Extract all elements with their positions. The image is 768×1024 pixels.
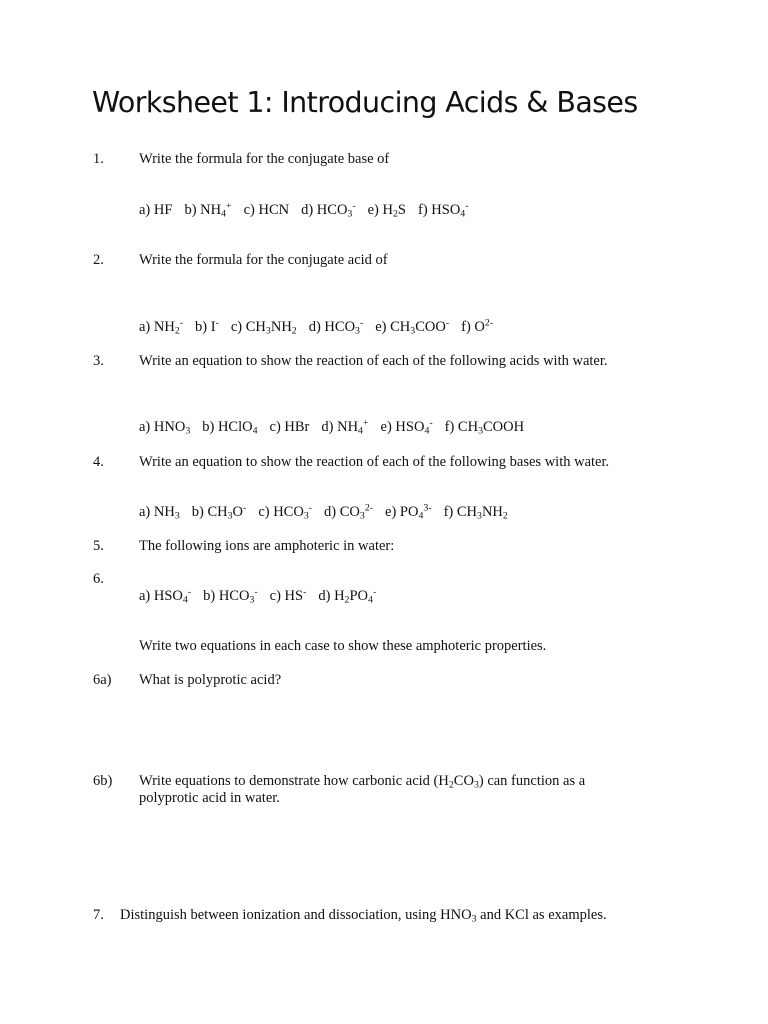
formula-option: b) $NH_4^+$ <box>184 200 232 220</box>
question-7-number: 7. <box>93 907 104 923</box>
formula-option: b) HClO$_4$ <box>202 419 258 437</box>
formula-option: c) $HCO_3^-$ <box>258 502 313 522</box>
formula-option: d) $HCO_3^-$ <box>301 200 356 220</box>
formula-option: c) $CH_3NH_2$ <box>230 319 297 337</box>
formula-option: a) $HSO_4^-$ <box>139 586 192 606</box>
formula-option: a) HF <box>139 202 173 218</box>
question-2-text: Write the formula for the conjugate acid of <box>139 252 388 268</box>
question-4-number: 4. <box>93 454 104 470</box>
formula-option: c) HBr <box>269 419 310 435</box>
question-5-number: 5. <box>93 538 104 554</box>
question-2-options <box>139 318 493 336</box>
question-6a-number: 6a) <box>93 672 112 688</box>
formula-option: f) $O^{2-}$ <box>461 317 494 335</box>
formula-option: b) I- <box>195 317 219 335</box>
question-4-options <box>139 503 508 521</box>
formula-option: f) $CH_3NH_2$ <box>443 504 508 522</box>
formula-option: a) $NH_3$ <box>139 504 180 522</box>
question-6a-text: What is polyprotic acid? <box>139 672 282 688</box>
formula-option: b) $CH_3O^-$ <box>191 502 247 522</box>
question-5-text: The following ions are amphoteric in water: <box>139 538 395 554</box>
worksheet-title: Worksheet 1: Introducing Acids & Bases <box>92 86 638 119</box>
formula-option: d) $HCO_3^-$ <box>308 317 364 337</box>
question-6b-number: 6b) <box>93 773 113 789</box>
formula-option: e) $CH_3COO^-$ <box>375 317 450 337</box>
formula-option: e) $PO_4^{3-}$ <box>385 502 432 522</box>
question-1-number: 1. <box>93 151 104 167</box>
formula-option: a) $NH_2^-$ <box>139 317 184 337</box>
question-1-text: Write the formula for the conjugate base of <box>139 151 390 167</box>
formula-option: b) $HCO_3^-$ <box>203 586 258 606</box>
formula-option: e) $H_2S$ <box>367 202 406 220</box>
question-2-number: 2. <box>93 252 104 268</box>
formula-option: c) HS- <box>269 586 307 604</box>
formula-option: d) $NH_4^+$ <box>321 417 369 437</box>
question-6b-text-line1: Write equations to demonstrate how carbonic acid $(H_2CO_3)$ can function as a <box>139 773 586 791</box>
question-6-text: Write two equations in each case to show these amphoteric properties. <box>139 638 547 654</box>
question-4-text: Write an equation to show the reaction of each of the following bases with water. <box>139 454 610 470</box>
formula-option: f) $HSO_4^-$ <box>418 200 469 220</box>
question-1-options <box>139 201 469 219</box>
question-7-text: Distinguish between ionization and dissociation, using $HNO_3$ and KCl as examples. <box>120 907 607 925</box>
question-6-number: 6. <box>93 571 104 587</box>
question-3-text: Write an equation to show the reaction of each of the following acids with water. <box>139 353 608 369</box>
formula-option: f) $CH_3COOH$ <box>444 419 525 437</box>
formula-option: c) HCN <box>243 202 290 218</box>
question-3-options <box>139 418 524 436</box>
question-6-options <box>139 587 376 605</box>
formula-option: d) $H_2PO_4^-$ <box>318 586 377 606</box>
question-6b-text-line2: polyprotic acid in water. <box>139 790 280 806</box>
question-3-number: 3. <box>93 353 104 369</box>
formula-option: a) $HNO_3$ <box>139 419 191 437</box>
formula-option: d) $CO_3^{2-}$ <box>324 502 374 522</box>
formula-option: e) $HSO_4^-$ <box>380 417 433 437</box>
